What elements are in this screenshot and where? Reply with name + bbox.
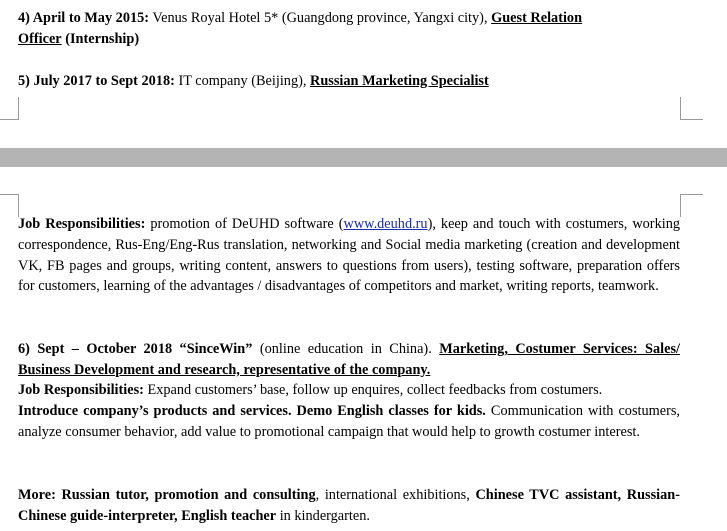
job-1-label: Job Responsibilities: xyxy=(18,216,146,232)
margin-marker-bottom-right xyxy=(680,97,703,120)
job-1-text-b: ), keep and touch with costumers, working correspondence, Rus-Eng/Eng-Rus translation, networking and Social media marketing (creation and development VK, FB pages and groups, writing content, answers to questions from users), testing software, preparation offers for customers, learning of the advantages / disadvantages of competitors and market, writing reports, teamwork. xyxy=(18,216,680,295)
more-bold-b: Chinese TVC assistant, Russian-Chinese guide-interpreter, English teacher xyxy=(18,487,680,524)
entry-5: 5) July 2017 to Sept 2018: IT company (Beijing), Russian Marketing Specialist xyxy=(18,73,489,89)
entry-6-label: 6) Sept – October 2018 “SinceWin” xyxy=(18,341,253,357)
page-gap xyxy=(0,148,727,167)
entry-4-company: Venus Royal Hotel 5* (Guangdong province, Yangxi city), xyxy=(152,10,488,26)
entry-5-label: 5) July 2017 to Sept 2018 xyxy=(18,73,171,89)
entry-4: 4) April to May 2015: Venus Royal Hotel 5* (Guangdong province, Yangxi city), Guest Relation Officer (Internship) xyxy=(18,10,583,47)
document-page-bottom xyxy=(0,167,727,531)
job-2-text-2: Communication with costumers, analyze consumer behavior, add value to promotional campaign that would help to growth costumer interest. xyxy=(18,402,680,440)
margin-marker-top-right xyxy=(680,194,703,217)
entry-6 xyxy=(18,339,680,381)
margin-marker-top-left xyxy=(0,194,19,217)
margin-marker-bottom-left xyxy=(0,97,19,120)
more-text-a: , international exhibitions, xyxy=(315,487,470,503)
document-page-top xyxy=(0,0,727,148)
job-2-bold-intro: Introduce company’s products and services. Demo English classes for kids. xyxy=(18,402,486,419)
entry-5-role: Russian Marketing Specialist xyxy=(310,73,489,89)
job-1-text-a: promotion of DeUHD software ( xyxy=(150,216,344,232)
entry-4-type: (Internship) xyxy=(65,30,140,47)
deuhd-link[interactable]: www.deuhd.ru xyxy=(343,216,428,232)
more-label: More: Russian tutor, promotion and consulting xyxy=(18,487,316,503)
entry-5-company: IT company (Beijing), xyxy=(178,73,307,89)
job-2-label: Job Responsibilities: xyxy=(18,382,144,398)
entry-6-role: Marketing, Costumer Services: Sales/ Business Development and research, representative of the company. xyxy=(18,341,680,378)
job-2-text: Expand customers’ base, follow up enquires, collect feedbacks from costumers. xyxy=(147,382,603,398)
entry-4-role-a: Guest Relation xyxy=(491,10,583,26)
more-section xyxy=(18,485,680,527)
job-responsibilities-2 xyxy=(18,380,680,442)
job-responsibilities-1 xyxy=(18,214,680,297)
more-text-c: in kindergarten. xyxy=(279,507,370,524)
entry-6-company: (online education in China). xyxy=(259,341,432,357)
entry-4-role-b: Officer xyxy=(18,30,62,47)
entry-4-label: 4) April to May 2015 xyxy=(18,10,145,26)
